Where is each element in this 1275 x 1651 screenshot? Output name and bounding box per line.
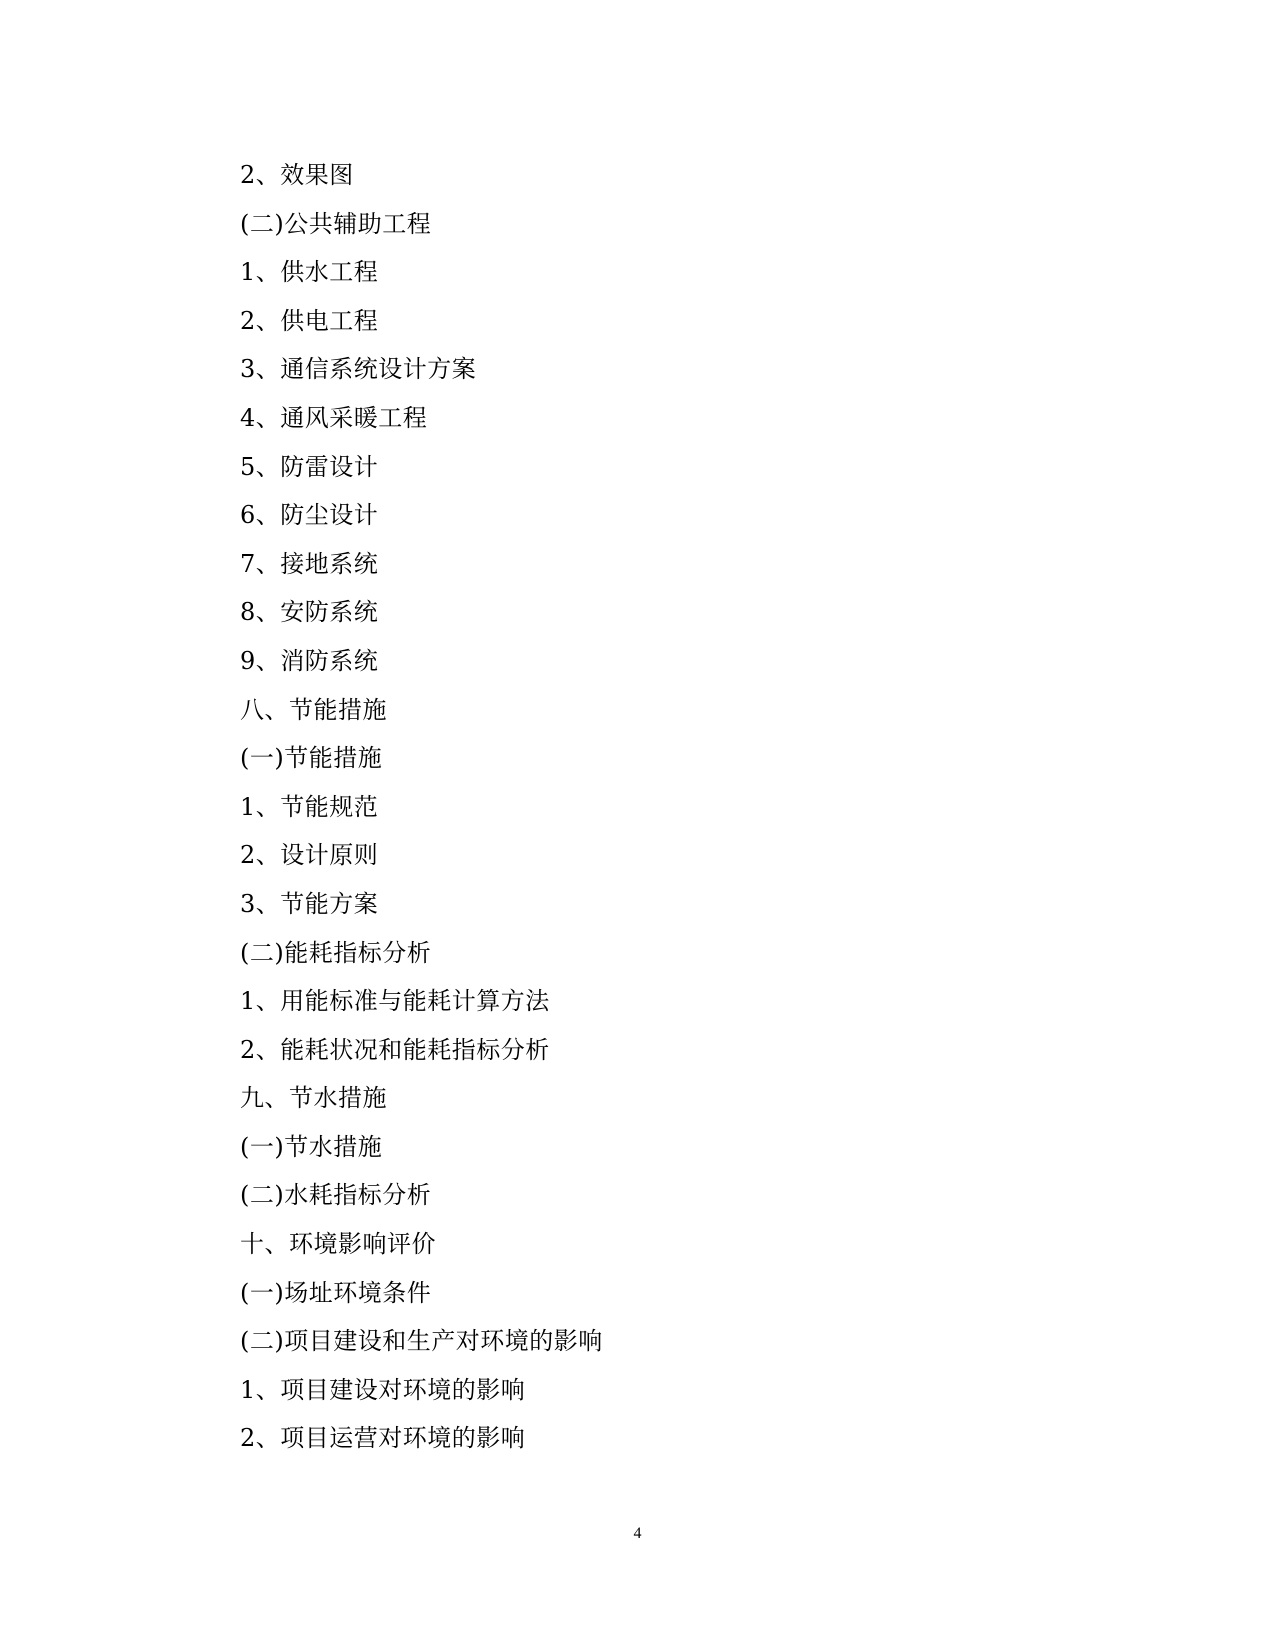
outline-item: (一)节水措施 (240, 1132, 383, 1161)
outline-item: 2、能耗状况和能耗指标分析 (240, 1035, 550, 1064)
outline-item: 5、防雷设计 (240, 452, 379, 481)
outline-item: 1、节能规范 (240, 792, 379, 821)
outline-item: (二)能耗指标分析 (240, 938, 432, 967)
outline-item: (二)项目建设和生产对环境的影响 (240, 1327, 603, 1356)
outline-item: 九、节水措施 (240, 1084, 387, 1113)
outline-item: (二)水耗指标分析 (240, 1181, 432, 1210)
outline-item: 3、节能方案 (240, 889, 379, 918)
outline-item: 3、通信系统设计方案 (240, 355, 477, 384)
outline-item: 7、接地系统 (240, 549, 379, 578)
outline-item: 1、项目建设对环境的影响 (240, 1375, 526, 1404)
outline-item: 2、项目运营对环境的影响 (240, 1424, 526, 1453)
outline-item: (一)节能措施 (240, 744, 383, 773)
outline-item: 1、供水工程 (240, 258, 379, 287)
outline-item: 十、环境影响评价 (240, 1230, 436, 1259)
outline-item: (一)场址环境条件 (240, 1278, 432, 1307)
outline-item: 1、用能标准与能耗计算方法 (240, 987, 550, 1016)
outline-item: 2、设计原则 (240, 841, 379, 870)
outline-item: 9、消防系统 (240, 646, 379, 675)
outline-item: 2、供电工程 (240, 306, 379, 335)
outline-item: 6、防尘设计 (240, 501, 379, 530)
outline-item: (二)公共辅助工程 (240, 209, 432, 238)
page-number: 4 (633, 1525, 642, 1542)
outline-item: 4、通风采暖工程 (240, 403, 428, 432)
outline-list (240, 155, 603, 1467)
outline-item: 8、安防系统 (240, 598, 379, 627)
outline-item: 八、节能措施 (240, 695, 387, 724)
outline-item: 2、效果图 (240, 161, 354, 189)
